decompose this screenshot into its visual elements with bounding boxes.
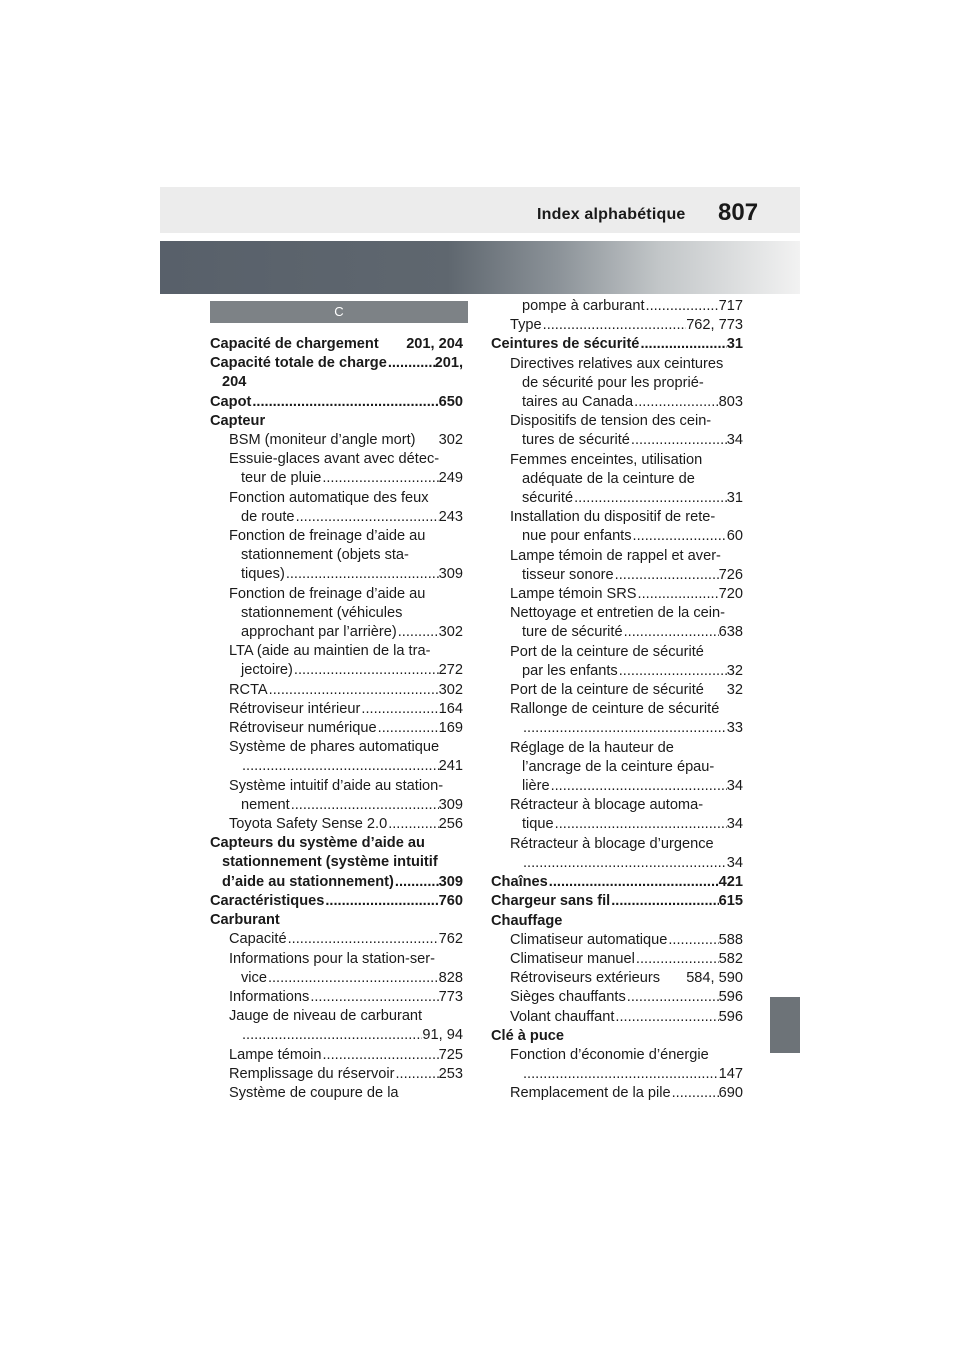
dot-leader bbox=[293, 661, 439, 680]
section-letter-header: C bbox=[210, 301, 468, 323]
index-entry bbox=[491, 681, 743, 700]
dot-leader bbox=[671, 1084, 719, 1103]
entry-term: nue pour enfants bbox=[522, 528, 632, 545]
entry-term: Système de phares automatique bbox=[229, 739, 440, 756]
entry-page-ref: 31 bbox=[726, 336, 743, 353]
index-entry bbox=[210, 988, 463, 1007]
entry-term: Volant chauffant bbox=[510, 1008, 615, 1025]
entry-term: Jauge de niveau de carburant bbox=[229, 1008, 423, 1025]
entry-term: Chauffage bbox=[491, 912, 563, 929]
entry-page-ref: 164 bbox=[438, 700, 463, 717]
dot-leader bbox=[548, 873, 719, 892]
entry-term: Lampe témoin bbox=[229, 1046, 322, 1063]
entry-page-ref: 302 bbox=[438, 624, 463, 641]
dot-leader bbox=[667, 931, 718, 950]
entry-term: tiques) bbox=[241, 566, 285, 583]
dot-leader bbox=[285, 565, 439, 584]
entry-page-ref: 34 bbox=[726, 854, 743, 871]
header-title: Index alphabétique bbox=[537, 206, 686, 223]
entry-term: Capacité de chargement bbox=[210, 336, 379, 352]
entry-page-ref: 243 bbox=[438, 508, 463, 525]
entry-term: BSM (moniteur d’angle mort) bbox=[229, 432, 416, 449]
entry-page-ref: 241 bbox=[438, 758, 463, 775]
entry-term: Ceintures de sécurité bbox=[491, 336, 640, 353]
dot-leader bbox=[295, 508, 439, 527]
entry-page-ref: 773 bbox=[438, 988, 463, 1005]
index-entry bbox=[491, 451, 743, 509]
entry-term: l’ancrage de la ceinture épau- bbox=[522, 758, 715, 775]
dot-leader bbox=[637, 585, 719, 604]
entry-term: Installation du dispositif de rete- bbox=[510, 509, 716, 526]
entry-term: Sièges chauffants bbox=[510, 989, 626, 1006]
index-entry bbox=[491, 950, 743, 969]
entry-term: Capteur bbox=[210, 412, 266, 429]
entry-term: Remplissage du réservoir bbox=[229, 1065, 395, 1082]
dot-leader bbox=[633, 393, 718, 412]
entry-term: Nettoyage et entretien de la cein- bbox=[510, 605, 725, 622]
index-entry bbox=[210, 1046, 463, 1065]
entry-page-ref: 309 bbox=[438, 873, 463, 890]
entry-page-ref: 828 bbox=[438, 969, 463, 986]
entry-term: Système de coupure de la bbox=[229, 1084, 399, 1101]
index-entry bbox=[210, 681, 463, 700]
dot-leader bbox=[267, 969, 439, 988]
entry-term: Climatiseur automatique bbox=[510, 931, 668, 948]
index-entry bbox=[491, 604, 743, 642]
dot-leader bbox=[241, 757, 439, 776]
index-entry bbox=[491, 412, 743, 450]
entry-term: LTA (aide au maintien de la tra- bbox=[229, 643, 431, 660]
entry-term: Type bbox=[510, 317, 542, 334]
index-entry bbox=[491, 1084, 743, 1103]
dot-leader bbox=[522, 719, 727, 738]
entry-term: ture de sécurité bbox=[522, 624, 623, 641]
entry-page-ref: 760 bbox=[438, 892, 463, 909]
entry-term: teur de pluie bbox=[241, 470, 322, 487]
index-entry bbox=[210, 892, 463, 911]
index-entry bbox=[491, 892, 743, 911]
index-entry bbox=[210, 489, 463, 527]
entry-term: nement bbox=[241, 796, 290, 813]
entry-term: Rétroviseurs extérieurs bbox=[510, 970, 661, 987]
index-entry bbox=[491, 835, 743, 873]
entry-term: Femmes enceintes, utilisation bbox=[510, 451, 703, 468]
index-entry bbox=[210, 700, 463, 719]
entry-page-ref: 34 bbox=[726, 778, 743, 795]
index-entry bbox=[491, 508, 743, 546]
index-entry bbox=[491, 547, 743, 585]
index-entry bbox=[491, 969, 743, 988]
entry-page-ref: 615 bbox=[718, 893, 743, 910]
dot-leader bbox=[623, 623, 719, 642]
index-entry bbox=[210, 1007, 463, 1045]
entry-term: par les enfants bbox=[522, 662, 618, 679]
dot-leader bbox=[573, 489, 727, 508]
header-bar bbox=[160, 187, 800, 233]
entry-term: jectoire) bbox=[241, 662, 293, 679]
entry-page-ref: 169 bbox=[438, 720, 463, 737]
decorative-gradient-band bbox=[160, 241, 800, 294]
index-entry bbox=[491, 335, 743, 354]
entry-term: lière bbox=[522, 778, 550, 795]
entry-page-ref: 717 bbox=[718, 298, 743, 314]
entry-page-ref: 253 bbox=[438, 1065, 463, 1082]
entry-term: approchant par l’arrière) bbox=[241, 624, 397, 641]
index-entry bbox=[210, 642, 463, 680]
entry-term: Rallonge de ceinture de sécurité bbox=[510, 701, 720, 718]
entry-term: d’aide au stationnement) bbox=[222, 873, 394, 890]
entry-page-ref: 803 bbox=[718, 394, 743, 411]
index-entry bbox=[491, 585, 743, 604]
dot-leader bbox=[635, 950, 719, 969]
entry-term: sécurité bbox=[522, 490, 574, 507]
dot-leader bbox=[387, 354, 435, 373]
dot-leader bbox=[251, 393, 438, 412]
dot-leader bbox=[542, 316, 687, 335]
index-entry bbox=[491, 1027, 743, 1046]
dot-leader bbox=[630, 431, 727, 450]
dot-leader bbox=[610, 892, 718, 911]
entry-term: stationnement (objets sta- bbox=[241, 547, 409, 564]
index-entry bbox=[491, 873, 743, 892]
entry-term: Rétracteur à blocage d’urgence bbox=[510, 835, 714, 852]
entry-page-ref: 720 bbox=[718, 586, 743, 603]
index-entry bbox=[491, 316, 743, 335]
entry-term: de route bbox=[241, 508, 295, 525]
index-entry bbox=[491, 1046, 743, 1084]
index-entry bbox=[210, 834, 463, 892]
entry-page-ref: 272 bbox=[438, 662, 463, 679]
entry-page-ref: 147 bbox=[718, 1066, 743, 1083]
dot-leader bbox=[522, 1065, 719, 1084]
entry-term: Carburant bbox=[210, 912, 280, 929]
entry-term: tique bbox=[522, 816, 554, 833]
entry-term: Remplacement de la pile bbox=[510, 1085, 671, 1102]
entry-page-ref: 725 bbox=[438, 1046, 463, 1063]
entry-term: Dispositifs de tension des cein- bbox=[510, 413, 712, 430]
entry-page-ref: 726 bbox=[718, 566, 743, 583]
index-entry bbox=[210, 738, 463, 776]
index-entry bbox=[491, 739, 743, 797]
index-entry bbox=[491, 700, 743, 738]
dot-leader bbox=[394, 873, 439, 892]
entry-term: Réglage de la hauteur de bbox=[510, 739, 674, 756]
entry-page-ref: 762, 773 bbox=[686, 317, 743, 334]
dot-leader bbox=[309, 988, 438, 1007]
entry-term: Directives relatives aux ceintures bbox=[510, 355, 724, 372]
dot-leader bbox=[394, 1065, 438, 1084]
entry-term: Rétroviseur numérique bbox=[229, 720, 377, 737]
entry-term: Fonction de freinage d’aide au bbox=[229, 585, 426, 602]
entry-page-ref: 60 bbox=[726, 528, 743, 545]
index-entry bbox=[491, 931, 743, 950]
entry-term: Fonction automatique des feux bbox=[229, 489, 429, 506]
entry-term: Capacité totale de charge bbox=[210, 355, 387, 372]
index-entry bbox=[491, 988, 743, 1007]
dot-leader bbox=[639, 335, 726, 354]
index-entry bbox=[210, 585, 463, 643]
index-entry bbox=[491, 796, 743, 834]
entry-term: Port de la ceinture de sécurité bbox=[510, 682, 704, 699]
entry-term: Caractéristiques bbox=[210, 892, 325, 909]
entry-page-ref: 650 bbox=[438, 393, 463, 410]
dot-leader bbox=[321, 469, 438, 488]
entry-term: Clé à puce bbox=[491, 1027, 564, 1044]
entry-term: Informations pour la station-ser- bbox=[229, 950, 436, 967]
entry-page-ref: 34 bbox=[726, 432, 743, 449]
dot-leader bbox=[397, 623, 439, 642]
entry-term: de sécurité pour les proprié- bbox=[522, 374, 704, 391]
index-entry bbox=[210, 719, 463, 738]
index-entry bbox=[491, 912, 743, 931]
index-entry bbox=[210, 393, 463, 412]
index-entry bbox=[210, 431, 463, 450]
entry-page-ref: 309 bbox=[438, 566, 463, 583]
entry-term: taires au Canada bbox=[522, 394, 634, 411]
dot-leader bbox=[387, 815, 438, 834]
index-entry bbox=[210, 450, 463, 488]
index-entry bbox=[210, 335, 463, 354]
index-entry bbox=[210, 950, 463, 988]
entry-page-ref: 31 bbox=[726, 490, 743, 507]
dot-leader bbox=[290, 796, 439, 815]
index-entry bbox=[210, 412, 463, 431]
entry-term: Climatiseur manuel bbox=[510, 950, 635, 967]
entry-term: tisseur sonore bbox=[522, 566, 614, 583]
entry-term: Chargeur sans fil bbox=[491, 893, 611, 910]
entry-term: stationnement (véhicules bbox=[241, 604, 403, 621]
entry-page-ref: 33 bbox=[726, 720, 743, 737]
entry-page-ref: 32 bbox=[726, 682, 743, 699]
entry-term: Rétroviseur intérieur bbox=[229, 700, 361, 717]
entry-page-ref: 256 bbox=[438, 816, 463, 833]
dot-leader bbox=[645, 297, 719, 316]
entry-page-ref: 309 bbox=[438, 796, 463, 813]
entry-term: Fonction de freinage d’aide au bbox=[229, 528, 426, 545]
dot-leader bbox=[268, 681, 439, 700]
entry-page-ref: 34 bbox=[726, 816, 743, 833]
index-entry bbox=[210, 527, 463, 585]
entry-page-continuation: 204 bbox=[222, 374, 247, 391]
entry-term: stationnement (système intuitif bbox=[222, 854, 438, 871]
dot-leader bbox=[632, 527, 727, 546]
entry-page-ref: 596 bbox=[718, 1008, 743, 1025]
entry-page-ref: 302 bbox=[438, 681, 463, 698]
index-entry bbox=[210, 1065, 463, 1084]
entry-term: Port de la ceinture de sécurité bbox=[510, 643, 704, 660]
entry-page-ref: 201, 204 bbox=[406, 336, 463, 352]
entry-term: tures de sécurité bbox=[522, 432, 630, 449]
entry-term: Capacité bbox=[229, 931, 287, 948]
entry-term: Informations bbox=[229, 988, 310, 1005]
entry-term: Toyota Safety Sense 2.0 bbox=[229, 816, 388, 833]
index-entry bbox=[210, 911, 463, 930]
dot-leader bbox=[241, 1026, 422, 1045]
dot-leader bbox=[522, 854, 727, 873]
dot-leader bbox=[324, 892, 438, 911]
dot-leader bbox=[614, 1008, 718, 1027]
index-entry bbox=[210, 777, 463, 815]
entry-page-ref: 582 bbox=[718, 950, 743, 967]
index-entry bbox=[491, 355, 743, 413]
entry-term: RCTA bbox=[229, 681, 268, 698]
entry-term: Capot bbox=[210, 393, 252, 410]
index-entry bbox=[491, 643, 743, 681]
index-column-left bbox=[210, 335, 463, 1103]
entry-page-ref: 588 bbox=[718, 931, 743, 948]
entry-term: Rétracteur à blocage automa- bbox=[510, 797, 704, 814]
index-entry bbox=[210, 354, 463, 392]
entry-page-ref: 638 bbox=[718, 624, 743, 641]
index-entry bbox=[210, 1084, 463, 1103]
entry-term: Essuie-glaces avant avec détec- bbox=[229, 451, 440, 468]
dot-leader bbox=[614, 566, 719, 585]
index-entry bbox=[491, 1008, 743, 1027]
dot-leader bbox=[287, 930, 439, 949]
entry-page-ref: 584, 590 bbox=[686, 970, 743, 987]
dot-leader bbox=[626, 988, 719, 1007]
dot-leader bbox=[321, 1046, 438, 1065]
entry-page-ref: 302 bbox=[438, 432, 463, 449]
entry-page-ref: 91, 94 bbox=[422, 1027, 463, 1044]
entry-page-ref: 249 bbox=[438, 470, 463, 487]
dot-leader bbox=[360, 700, 438, 719]
entry-term: Lampe témoin SRS bbox=[510, 586, 637, 603]
entry-term: Fonction d’économie d’énergie bbox=[510, 1046, 709, 1063]
dot-leader bbox=[554, 815, 727, 834]
entry-term: adéquate de la ceinture de bbox=[522, 470, 695, 487]
index-entry bbox=[210, 930, 463, 949]
entry-page-ref: 201, bbox=[434, 355, 463, 372]
index-entry bbox=[210, 815, 463, 834]
entry-term: vice bbox=[241, 969, 267, 986]
index-column-right bbox=[491, 297, 743, 1104]
dot-leader bbox=[550, 777, 727, 796]
entry-page-ref: 596 bbox=[718, 989, 743, 1006]
entry-term: Chaînes bbox=[491, 874, 548, 891]
entry-page-ref: 421 bbox=[718, 874, 743, 891]
dot-leader bbox=[618, 662, 727, 681]
entry-term: pompe à carburant bbox=[522, 298, 645, 314]
entry-term: Système intuitif d’aide au station- bbox=[229, 777, 444, 794]
entry-page-ref: 32 bbox=[726, 662, 743, 679]
chapter-thumb-tab bbox=[770, 997, 800, 1053]
entry-page-ref: 762 bbox=[438, 931, 463, 948]
dot-leader bbox=[377, 719, 439, 738]
entry-term: Lampe témoin de rappel et aver- bbox=[510, 547, 721, 564]
page-number: 807 bbox=[718, 199, 759, 226]
index-entry bbox=[491, 297, 743, 316]
entry-term: Capteurs du système d’aide au bbox=[210, 835, 425, 852]
entry-page-ref: 690 bbox=[718, 1085, 743, 1102]
